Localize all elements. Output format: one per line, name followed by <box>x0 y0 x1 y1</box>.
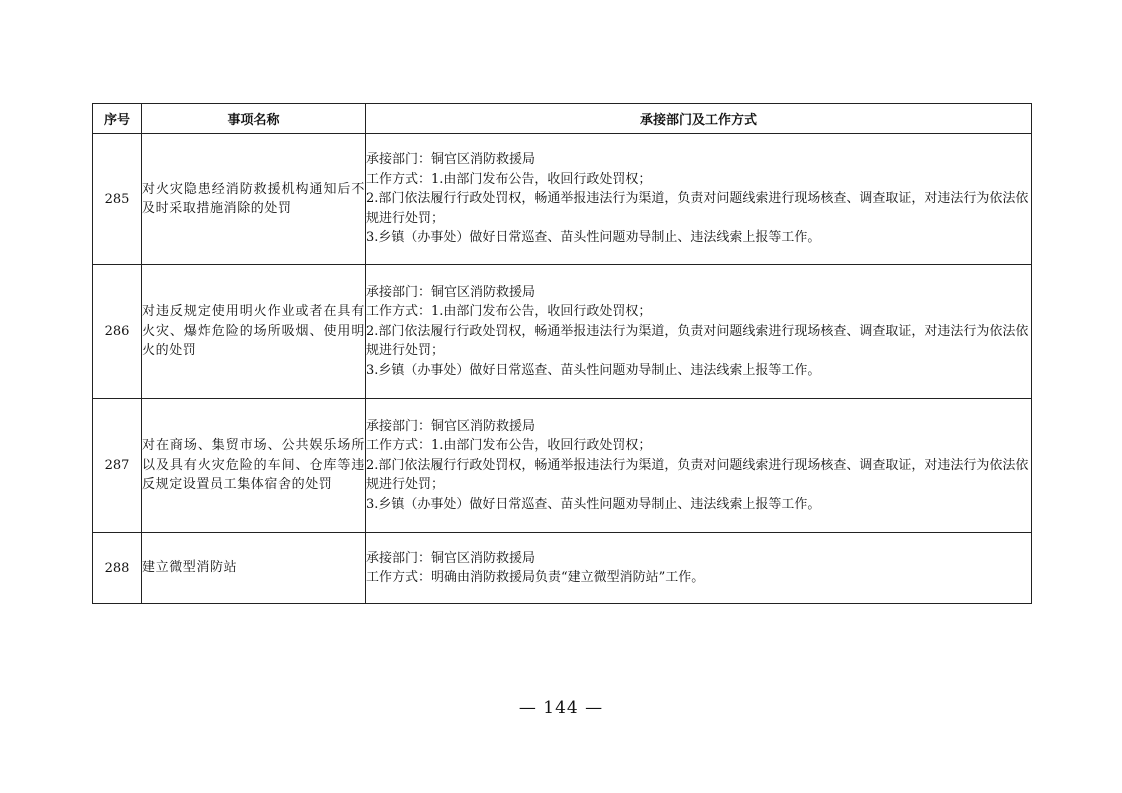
table-row <box>93 399 1032 533</box>
table-row <box>93 134 1032 265</box>
row-dept-method <box>366 399 1032 533</box>
method-line: 工作方式：明确由消防救援局负责“建立微型消防站”工作。 <box>366 570 705 585</box>
table-header-row <box>93 104 1032 134</box>
table-row <box>93 265 1032 399</box>
method-line: 工作方式：1.由部门发布公告，收回行政处罚权； <box>366 438 652 454</box>
method-line: 3.乡镇（办事处）做好日常巡查、苗头性问题劝导制止、违法线索上报等工作。 <box>366 496 821 512</box>
method-line: 3.乡镇（办事处）做好日常巡查、苗头性问题劝导制止、违法线索上报等工作。 <box>366 230 821 246</box>
affairs-table <box>92 103 1032 604</box>
dept-line: 承接部门：铜官区消防救援局 <box>366 550 536 566</box>
method-line: 2.部门依法履行行政处罚权，畅通举报违法行为渠道，负责对问题线索进行现场核查、调查取证，对违法行为依法依规进行处罚； <box>366 323 1029 359</box>
row-item-name: 对违反规定使用明火作业或者在具有火灾、爆炸危险的场所吸烟、使用明火的处罚 <box>142 265 366 399</box>
method-line: 2.部门依法履行行政处罚权，畅通举报违法行为渠道，负责对问题线索进行现场核查、调查取证，对违法行为依法依规进行处罚； <box>366 191 1029 226</box>
method-line: 2.部门依法履行行政处罚权，畅通举报违法行为渠道，负责对问题线索进行现场核查、调查取证，对违法行为依法依规进行处罚； <box>366 457 1029 493</box>
row-dept-method <box>366 134 1032 265</box>
row-seq: 285 <box>93 134 142 265</box>
row-seq: 288 <box>93 533 142 604</box>
row-seq: 287 <box>93 399 142 533</box>
header-item-name: 事项名称 <box>142 104 366 134</box>
table-row <box>93 533 1032 604</box>
dept-line: 承接部门：铜官区消防救援局 <box>366 152 536 168</box>
method-line: 3.乡镇（办事处）做好日常巡查、苗头性问题劝导制止、违法线索上报等工作。 <box>366 362 821 378</box>
row-item-name: 建立微型消防站 <box>142 533 366 604</box>
method-line: 工作方式：1.由部门发布公告，收回行政处罚权； <box>366 171 652 187</box>
row-item-name: 对在商场、集贸市场、公共娱乐场所以及具有火灾危险的车间、仓库等违反规定设置员工集体宿舍的处罚 <box>142 399 366 533</box>
row-item-name: 对火灾隐患经消防救援机构通知后不及时采取措施消除的处罚 <box>142 134 366 265</box>
row-seq: 286 <box>93 265 142 399</box>
dept-line: 承接部门：铜官区消防救援局 <box>366 418 536 434</box>
method-line: 工作方式：1.由部门发布公告，收回行政处罚权； <box>366 304 652 320</box>
header-dept-method: 承接部门及工作方式 <box>366 104 1032 134</box>
dept-line: 承接部门：铜官区消防救援局 <box>366 284 536 300</box>
row-dept-method <box>366 265 1032 399</box>
row-dept-method <box>366 533 1032 604</box>
page-number: — 144 — <box>518 698 604 718</box>
header-seq: 序号 <box>93 104 142 134</box>
